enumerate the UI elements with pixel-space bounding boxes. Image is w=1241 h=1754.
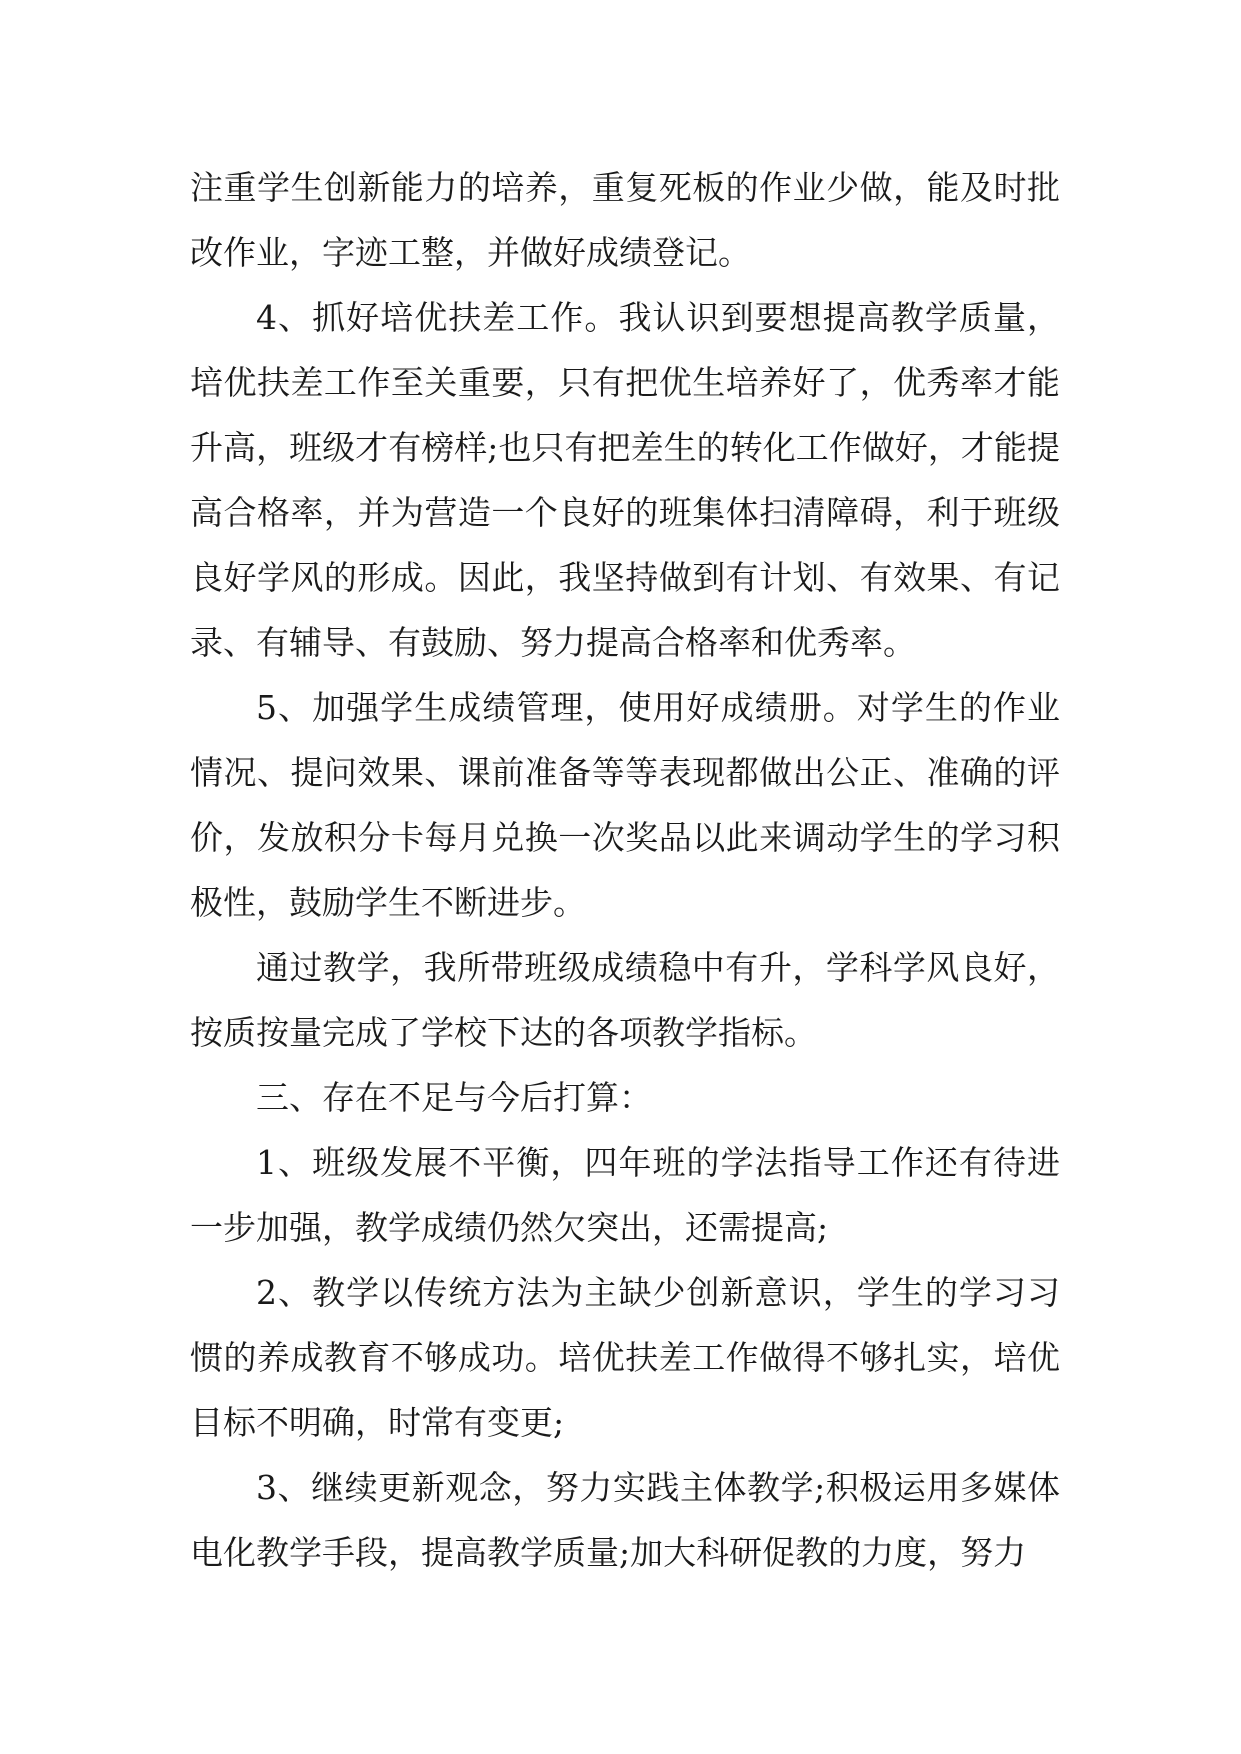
section-heading-shortcomings: 三、存在不足与今后打算： — [256, 1078, 652, 1117]
paragraph-shortcoming-1: 1、班级发展不平衡，四年班的学法指导工作还有待进一步加强，教学成绩仍然欠突出，还需提高; — [190, 1143, 1060, 1247]
paragraph-homework: 注重学生创新能力的培养，重复死板的作业少做，能及时批改作业，字迹工整，并做好成绩登记。 — [190, 168, 1060, 272]
paragraph-shortcoming-2: 2、教学以传统方法为主缺少创新意识，学生的学习习惯的养成教育不够成功。培优扶差工作做得不够扎实，培优目标不明确，时常有变更; — [190, 1273, 1060, 1442]
document-body — [190, 155, 1060, 1585]
paragraph-shortcoming-3: 3、继续更新观念，努力实践主体教学;积极运用多媒体电化教学手段，提高教学质量;加大科研促教的力度，努力 — [190, 1468, 1060, 1572]
paragraph-item-5: 5、加强学生成绩管理，使用好成绩册。对学生的作业情况、提问效果、课前准备等等表现都做出公正、准确的评价，发放积分卡每月兑换一次奖品以此来调动学生的学习积极性，鼓励学生不断进步。 — [190, 688, 1060, 922]
paragraph-summary: 通过教学，我所带班级成绩稳中有升，学科学风良好，按质按量完成了学校下达的各项教学指标。 — [190, 948, 1060, 1052]
paragraph-item-4: 4、抓好培优扶差工作。我认识到要想提高教学质量，培优扶差工作至关重要，只有把优生培养好了，优秀率才能升高，班级才有榜样;也只有把差生的转化工作做好，才能提高合格率，并为营造一个良好的班集体扫清障碍，利于班级良好学风的形成。因此，我坚持做到有计划、有效果、有记录、有辅导、有鼓励、努力提高合格率和优秀率。 — [190, 298, 1060, 662]
